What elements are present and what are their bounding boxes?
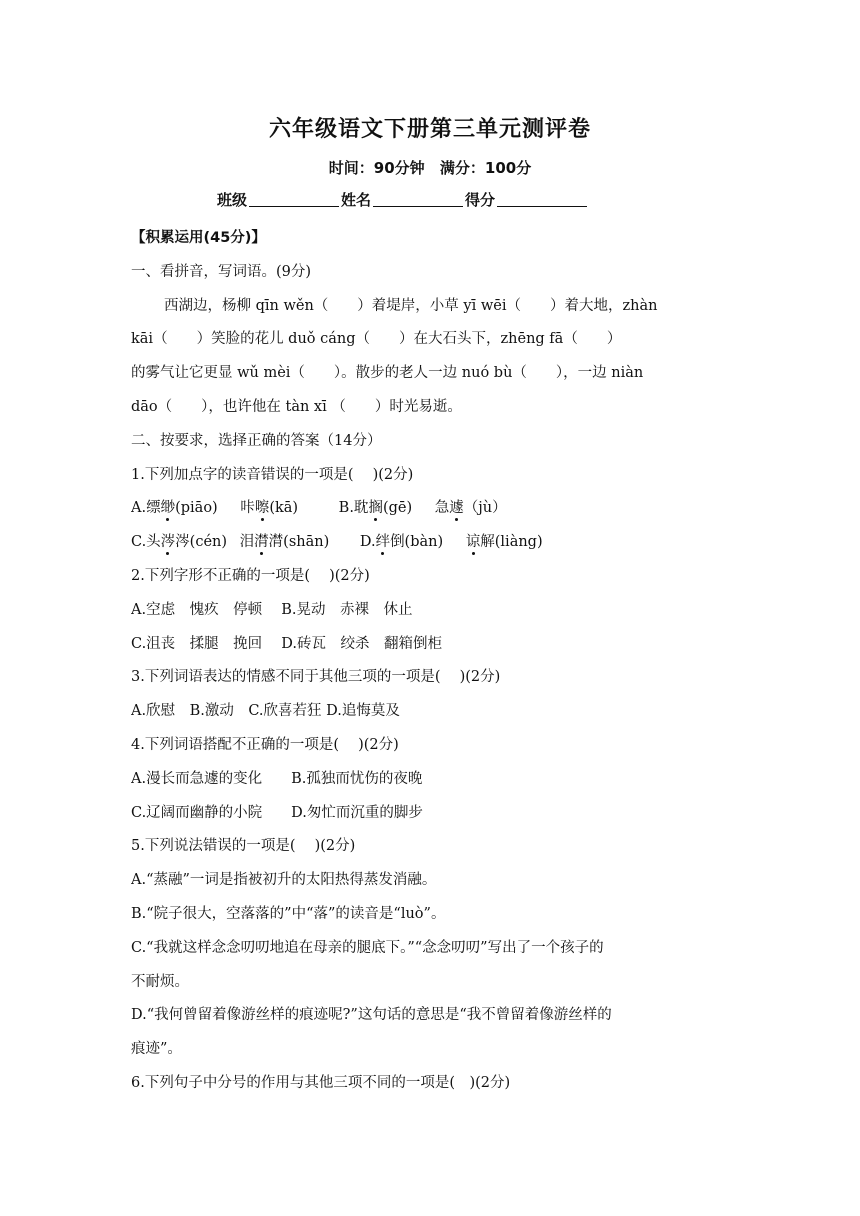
dotted-char: 嚓 [254,500,270,517]
section-title: 【积累运用(45分)】 [131,230,266,246]
option-c-pinyin: 涔(cén) [175,534,228,551]
dotted-char: 遽 [449,500,464,517]
q2-5-option-d-line1: D.“我何曾留着像游丝样的痕迹呢?”这句话的意思是“我不曾留着像游丝样的 [131,1007,612,1024]
option-b-pinyin: (gē) [382,500,413,517]
dotted-char: 绊 [375,534,391,551]
q1-line-4: dāo（ ），也许他在 tàn xī （ ）时光易逝。 [131,398,462,415]
page-title: 六年级语文下册第三单元测评卷 [268,117,591,142]
q2-1-stem: 1.下列加点字的读音错误的一项是( )(2分) [131,466,414,483]
option-c-text: C.头 [131,534,161,551]
option-a-text: A.缥 [131,500,161,517]
option-b2-text: 急 [434,500,450,517]
q2-5-option-c-line2: 不耐烦。 [131,973,189,990]
q2-4-options-cd: C.辽阔而幽静的小院 D.匆忙而沉重的脚步 [131,804,423,821]
exam-body [131,222,731,1101]
q2-6-stem: 6.下列句子中分号的作用与其他三项不同的一项是( )(2分) [131,1074,511,1091]
q2-5-stem: 5.下列说法错误的一项是( )(2分) [131,838,356,855]
class-label: 班级 [217,191,248,209]
option-d2-pinyin: 解(liàng) [480,534,543,551]
option-a2-pinyin: (kā) [269,500,299,517]
option-c2-pinyin: 潸(shān) [268,534,330,551]
q1-heading: 一、看拼音，写词语。(9分) [131,263,312,280]
option-a-pinyin: (piāo) [175,500,218,517]
q2-5-option-d-line2: 痕迹”。 [131,1041,182,1058]
q1-line-2: kāi（ ）笑脸的花儿 duǒ cáng（ ）在大石头下，zhēng fā（ ） [131,331,622,348]
q2-1-options-ab [131,492,731,526]
dotted-char: 潸 [254,534,269,551]
q2-2-options-cd: C.沮丧 揉腿 挽回 D.砖瓦 绞杀 翻箱倒柜 [131,635,443,652]
time-limit: 时间：90分钟 [328,159,425,177]
class-blank[interactable] [249,192,339,207]
dotted-char: 谅 [465,534,481,551]
q2-3-options: A.欣慰 B.激动 C.欣喜若狂 D.追悔莫及 [131,703,400,720]
q2-2-options-ab: A.空虑 愧疚 停顿 B.晃动 赤裸 休止 [131,601,413,618]
points-blank[interactable] [497,192,587,207]
student-info-row [217,189,637,210]
q2-3-stem: 3.下列词语表达的情感不同于其他三项的一项是( )(2分) [131,669,501,686]
q2-4-stem: 4.下列词语搭配不正确的一项是( )(2分) [131,736,399,753]
option-a2-text: 咔 [240,500,255,517]
q2-5-option-c-line1: C.“我就这样念念叨叨地追在母亲的腿底下。”“念念叨叨”写出了一个孩子的 [131,939,604,956]
q2-4-options-ab: A.漫长而急遽的变化 B.孤独而忧伤的夜晚 [131,770,423,787]
option-d-pinyin: 倒(bàn) [390,534,444,551]
q1-line-3: 的雾气让它更显 wǔ mèi（ ）。散步的老人一边 nuó bù（ ），一边 niàn [131,365,644,382]
option-b2-pinyin: （jù） [463,500,507,517]
option-d-text: D. [359,534,376,551]
q2-1-options-cd [131,526,731,560]
dotted-char: 缈 [160,500,176,517]
dotted-char: 搁 [368,500,383,517]
q1-line-1: 西湖边，杨柳 qīn wěn（ ）着堤岸，小草 yī wēi（ ）着大地，zhàn [164,297,658,314]
q2-5-option-b: B.“院子很大，空落落的”中“落”的读音是“luò”。 [131,905,446,922]
q2-5-option-a: A.“蒸融”一词是指被初升的太阳热得蒸发消融。 [131,872,437,889]
dotted-char: 涔 [160,534,176,551]
exam-meta [0,157,860,178]
name-blank[interactable] [373,192,463,207]
q2-heading: 二、按要求，选择正确的答案（14分） [131,432,382,449]
option-c2-text: 泪 [239,534,255,551]
points-label: 得分 [465,191,496,209]
name-label: 姓名 [341,191,372,209]
option-b-text: B.耽 [338,500,369,517]
q2-2-stem: 2.下列字形不正确的一项是( )(2分) [131,567,370,584]
full-score: 满分：100分 [439,159,532,177]
